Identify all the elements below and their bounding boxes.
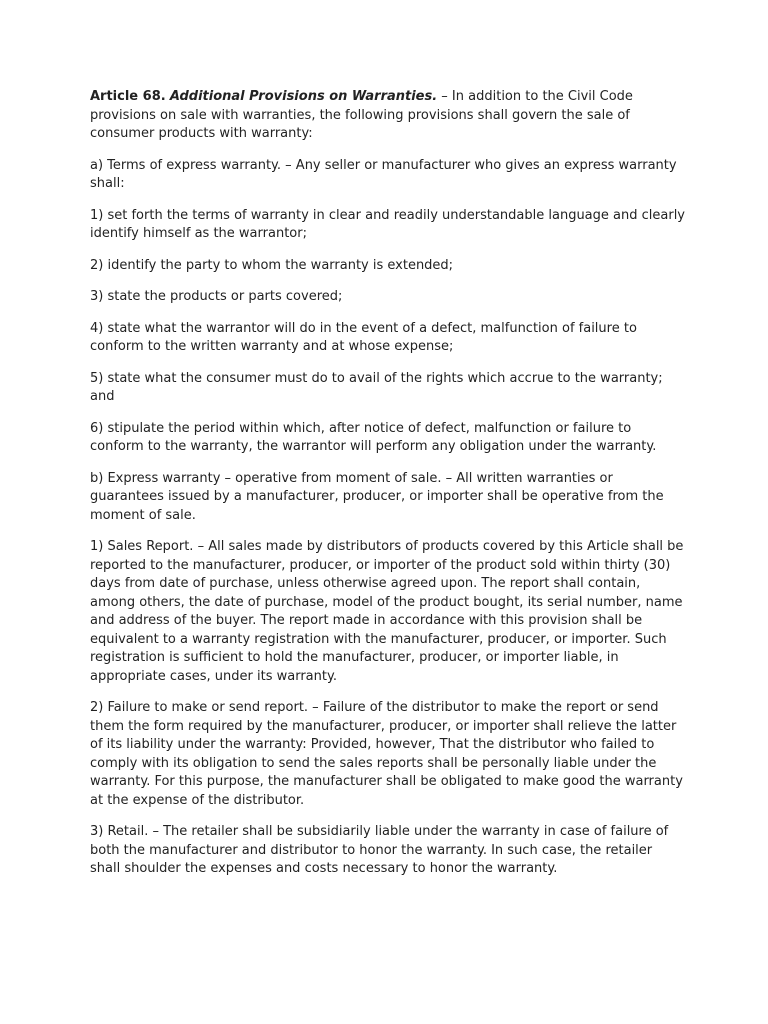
- article-heading: Additional Provisions on Warranties.: [169, 89, 438, 104]
- document-body: [90, 88, 685, 892]
- paragraph-a2-identify-party: 2) identify the party to whom the warranty is extended;: [90, 257, 454, 273]
- paragraph-a3-state-products: 3) state the products or parts covered;: [90, 289, 343, 304]
- paragraph-a6-stipulate-period: 6) stipulate the period within which, after notice of defect, malfunction or failure to conform to the warranty, the warrantor will perform any obligation under the warranty.: [90, 420, 657, 454]
- article-label: Article 68.: [90, 89, 166, 104]
- article-intro-text: – In addition to the Civil Code provisions on sale with warranties, the following provisions shall govern the sale of consumer products with warranty:: [90, 89, 633, 141]
- paragraph-a-terms-of-express-warranty: a) Terms of express warranty. – Any seller or manufacturer who gives an express warranty shall:: [90, 157, 677, 191]
- paragraph-b1-sales-report: 1) Sales Report. – All sales made by distributors of products covered by this Article shall be reported to the manufacturer, producer, or importer of the product sold within thirty (30) days from date of purchase, unless otherwise agreed upon. The report shall contain, among others, the date of purchase, model of the product bought, its serial number, name and address of the buyer. The report made in accordance with this provision shall be equivalent to a warranty registration with the manufacturer, producer, or importer. Such registration is sufficient to hold the manufacturer, producer, or importer liable, in appropriate cases, under its warranty.: [90, 539, 684, 684]
- paragraph-b2-failure-to-report: 2) Failure to make or send report. – Failure of the distributor to make the report or send them the form required by the manufacturer, producer, or importer shall relieve the latter of its liability under the warranty: Provided, however, That the distributor who failed to comply with its obligation to send the sales reports shall be personally liable under the warranty. For this purpose, the manufacturer shall be obligated to make good the warranty at the expense of the distributor.: [90, 700, 683, 808]
- paragraph-b3-retail: 3) Retail. – The retailer shall be subsidiarily liable under the warranty in case of failure of both the manufacturer and distributor to honor the warranty. In such case, the retailer shall shoulder the expenses and costs necessary to honor the warranty.: [90, 824, 669, 876]
- paragraph-b-operative-from-sale: b) Express warranty – operative from moment of sale. – All written warranties or guarantees issued by a manufacturer, producer, or importer shall be operative from the moment of sale.: [90, 470, 664, 523]
- paragraph-a1-set-forth-terms: 1) set forth the terms of warranty in clear and readily understandable language and clearly identify himself as the warrantor;: [90, 207, 685, 241]
- paragraph-a4-warrantor-action: 4) state what the warrantor will do in the event of a defect, malfunction of failure to conform to the written warranty and at whose expense;: [90, 320, 637, 354]
- article-intro-paragraph: [90, 88, 685, 144]
- paragraph-a5-consumer-action: 5) state what the consumer must do to avail of the rights which accrue to the warranty; and: [90, 370, 663, 404]
